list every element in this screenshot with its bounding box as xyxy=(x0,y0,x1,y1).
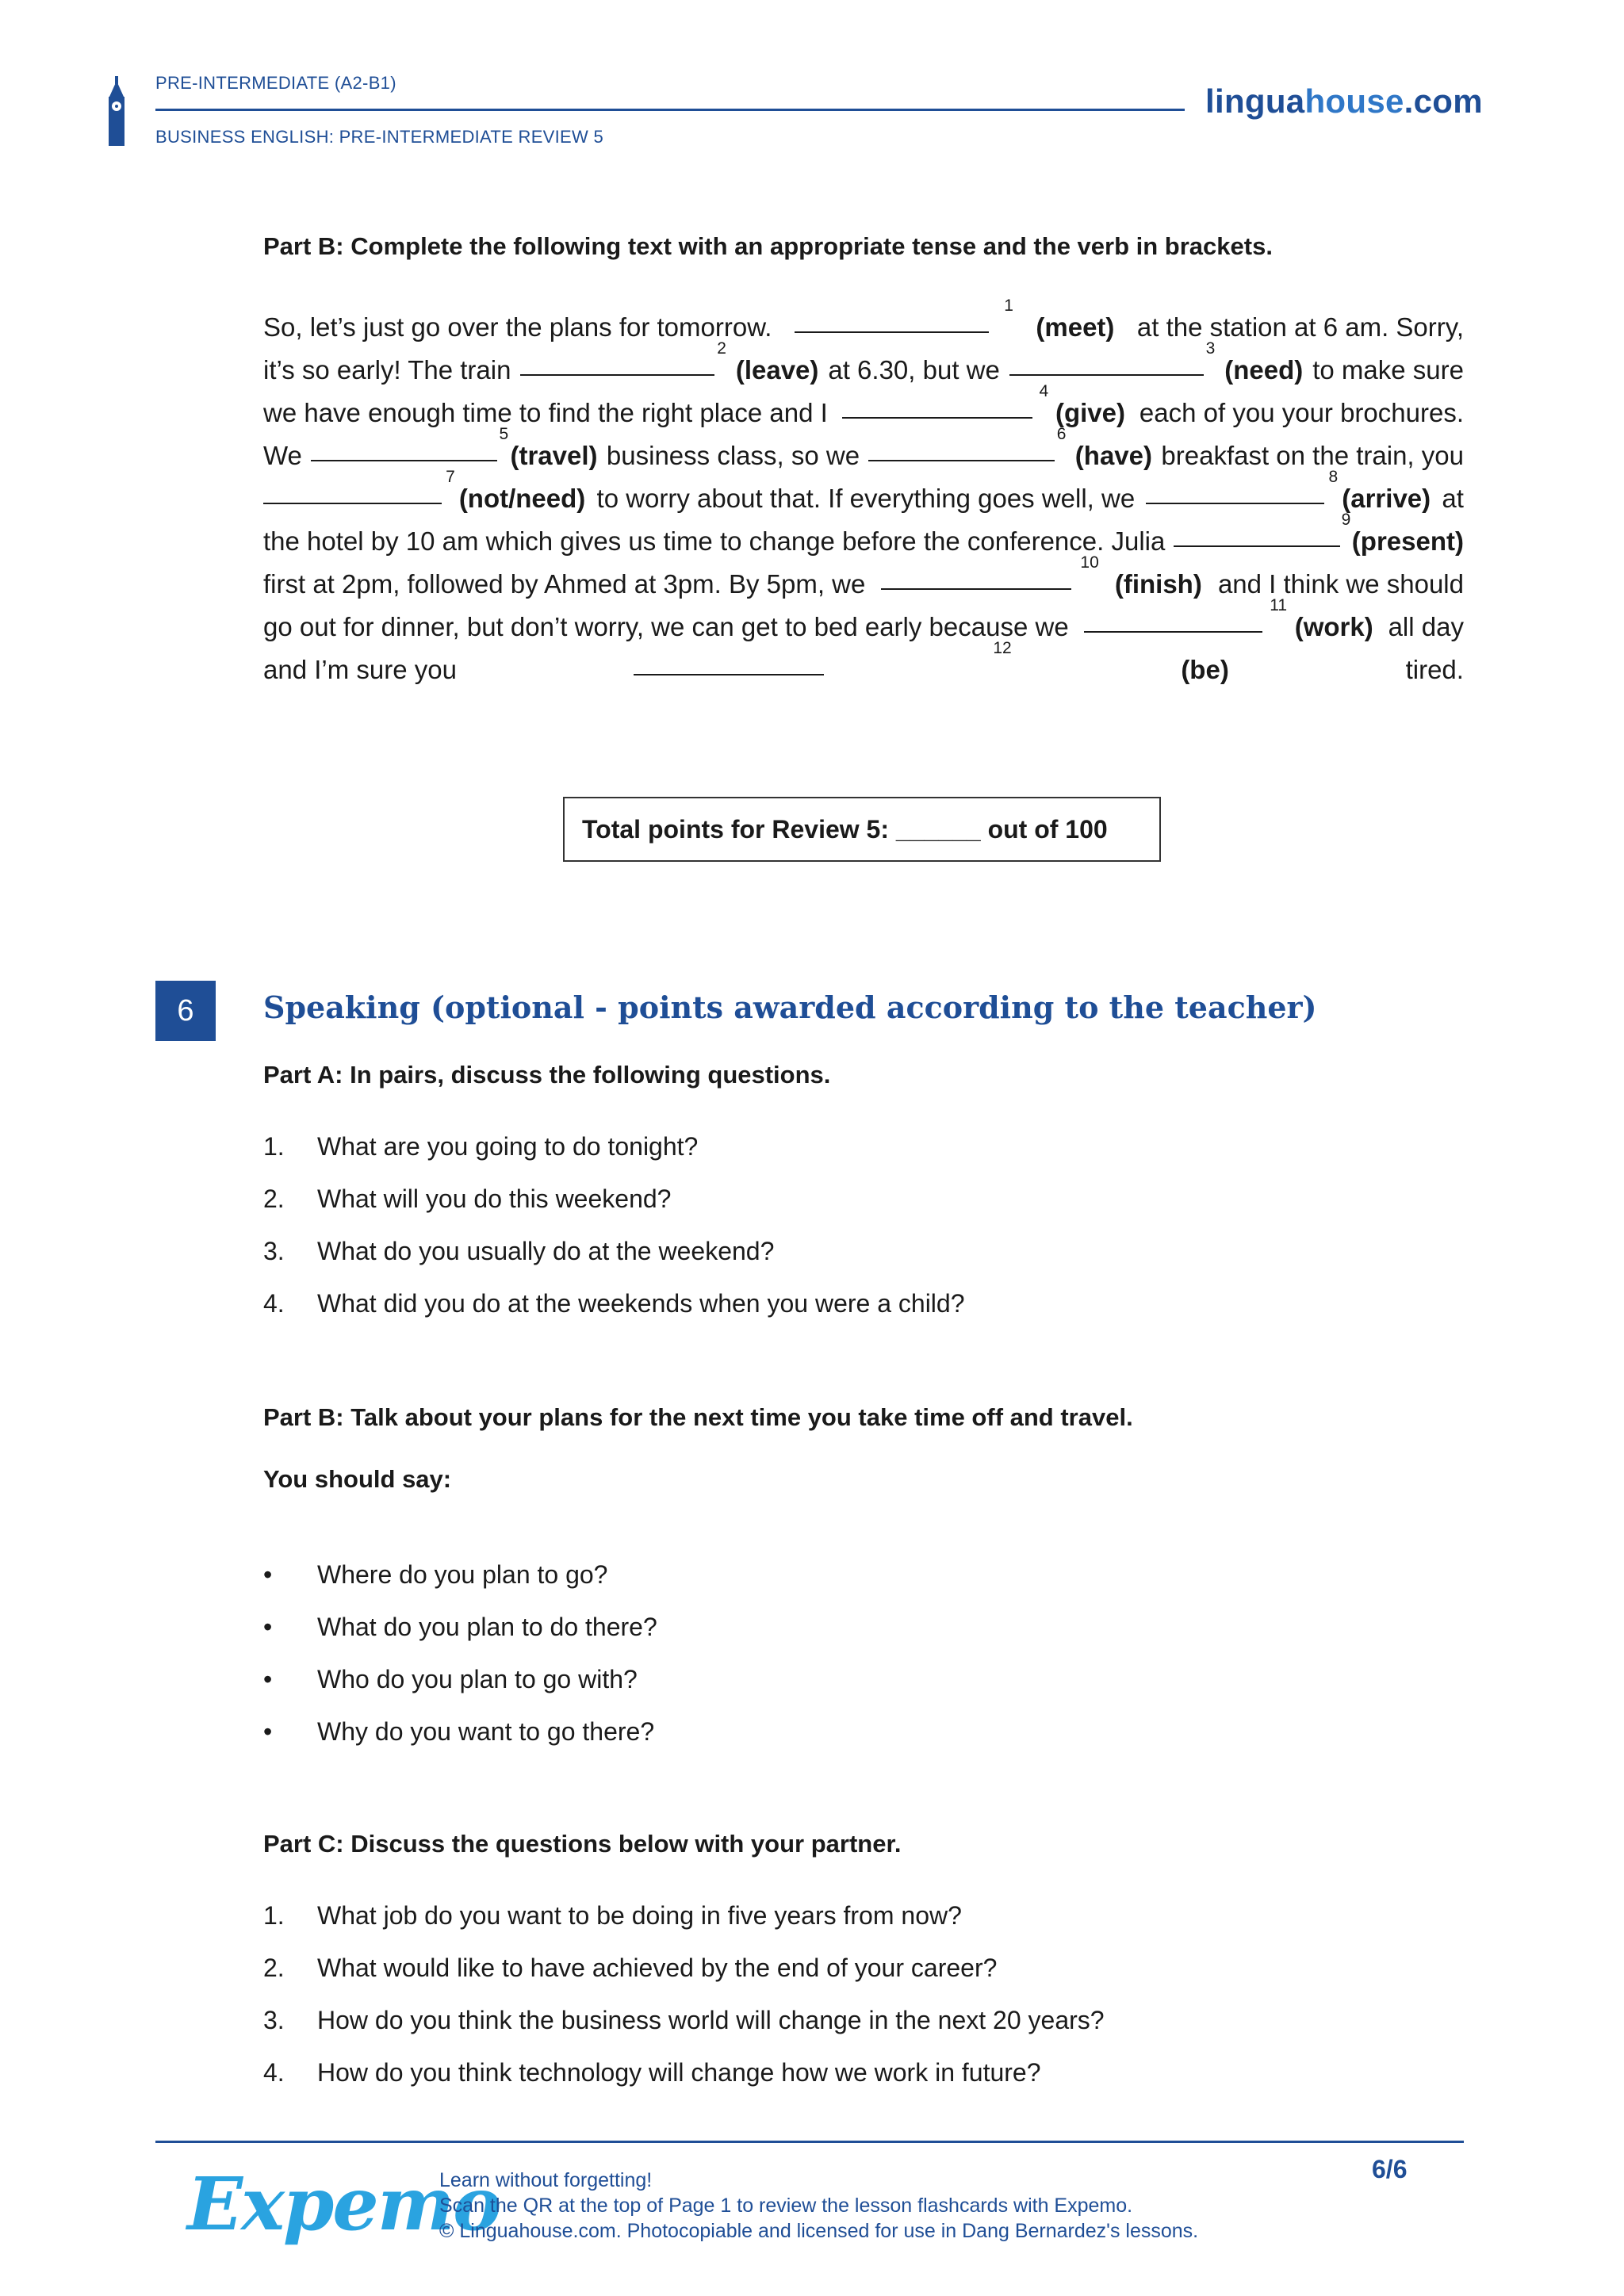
list-marker: 3. xyxy=(263,1237,285,1265)
text-segment: So, let’s just go over the plans for tomorrow. xyxy=(263,312,779,342)
section-number-badge: 6 xyxy=(155,981,216,1041)
list-marker: 2. xyxy=(263,1954,285,1982)
list-marker: 3. xyxy=(263,2006,285,2034)
total-points-box: Total points for Review 5: ______ out of 100 xyxy=(563,797,1161,862)
footer-copyright: © Linguahouse.com. Photocopiable and licensed for use in Dang Bernardez's lessons. xyxy=(439,2220,1199,2242)
gap-number: 11 xyxy=(1270,596,1288,614)
list-item-text: Where do you plan to go? xyxy=(317,1560,608,1589)
list-item-text: How do you think the business world will change in the next 20 years? xyxy=(317,2006,1105,2034)
verb-hint: (arrive) xyxy=(1342,484,1431,513)
list-marker: • xyxy=(263,1665,273,1693)
gap-number: 7 xyxy=(446,468,455,486)
answer-blank[interactable] xyxy=(1146,477,1324,504)
gap-number: 1 xyxy=(1004,297,1013,315)
text-segment: all day xyxy=(1381,612,1464,641)
text-segment: at 6.30, but we xyxy=(821,355,1008,385)
part-b-grammar-heading: Part B: Complete the following text with an appropriate tense and the verb in brackets. xyxy=(263,232,1273,260)
answer-blank[interactable] xyxy=(520,349,714,376)
verb-hint: (not/need) xyxy=(458,484,586,513)
gap-number: 4 xyxy=(1039,382,1049,400)
answer-blank[interactable] xyxy=(634,649,824,675)
verb-hint: (travel) xyxy=(510,441,598,470)
part-a-heading: Part A: In pairs, discuss the following questions. xyxy=(263,1061,831,1089)
list-item-text: What do you usually do at the weekend? xyxy=(317,1237,775,1265)
paragraph-line xyxy=(263,468,1464,520)
text-segment: first at 2pm, followed by Ahmed at 3pm. By 5pm, we xyxy=(263,569,873,599)
list-marker: • xyxy=(263,1717,273,1746)
verb-hint: (be) xyxy=(1181,655,1229,684)
expemo-logo[interactable]: Expemo xyxy=(187,2161,500,2247)
answer-blank[interactable] xyxy=(263,477,442,504)
text-segment: the hotel by 10 am which gives us time to change before the conference. Julia xyxy=(263,526,1173,556)
answer-blank[interactable] xyxy=(1174,520,1340,547)
paragraph-line xyxy=(263,511,1464,563)
text-segment: tired. xyxy=(1398,655,1464,684)
logo-part-3: .com xyxy=(1404,82,1483,120)
list-item-text: How do you think technology will change how we work in future? xyxy=(317,2058,1041,2087)
list-marker: • xyxy=(263,1560,273,1589)
verb-hint: (work) xyxy=(1294,612,1373,641)
text-segment: at xyxy=(1434,484,1464,513)
text-segment: to make sure xyxy=(1305,355,1464,385)
paragraph-line xyxy=(263,339,1464,392)
page-number: 6/6 xyxy=(1372,2155,1408,2183)
text-segment: to worry about that. If everything goes well, we xyxy=(589,484,1143,513)
gap-number: 8 xyxy=(1328,468,1339,486)
text-segment: go out for dinner, but don’t worry, we can get to bed early because we xyxy=(263,612,1076,641)
text-segment: we have enough time to find the right place and I xyxy=(263,398,835,427)
answer-blank[interactable] xyxy=(881,563,1071,590)
paragraph-line xyxy=(263,639,1464,691)
answer-blank[interactable] xyxy=(311,434,497,461)
paragraph-line xyxy=(263,596,1464,649)
text-segment: business class, so we xyxy=(599,441,868,470)
list-item-text: What do you plan to do there? xyxy=(317,1613,657,1641)
paragraph-line xyxy=(263,382,1464,434)
verb-hint: (finish) xyxy=(1107,569,1202,599)
list-item-text: What job do you want to be doing in five years from now? xyxy=(317,1901,962,1930)
part-b-heading: Part B: Talk about your plans for the next time you take time off and travel. xyxy=(263,1403,1133,1431)
list-marker: 4. xyxy=(263,1289,285,1318)
text-segment: and I’m sure you xyxy=(263,655,465,684)
list-item-text: What would like to have achieved by the end of your career? xyxy=(317,1954,998,1982)
verb-hint: (give) xyxy=(1055,398,1125,427)
list-item-text: What will you do this weekend? xyxy=(317,1184,672,1213)
list-marker: 4. xyxy=(263,2058,285,2087)
list-marker: 2. xyxy=(263,1184,285,1213)
text-segment: at the station at 6 am. Sorry, xyxy=(1129,312,1464,342)
answer-blank[interactable] xyxy=(868,434,1055,461)
footer-qr-note: Scan the QR at the top of Page 1 to review the lesson flashcards with Expemo. xyxy=(439,2195,1133,2217)
verb-hint: (have) xyxy=(1067,441,1152,470)
course-level: PRE-INTERMEDIATE (A2-B1) xyxy=(155,73,396,93)
gap-number: 10 xyxy=(1080,553,1099,572)
text-segment: and I think we should xyxy=(1210,569,1464,599)
text-segment: it’s so early! The train xyxy=(263,355,519,385)
section-title: Speaking (optional - points awarded according to the teacher) xyxy=(263,989,1317,1025)
verb-hint: (present) xyxy=(1351,526,1464,556)
course-title: BUSINESS ENGLISH: PRE-INTERMEDIATE REVIEW 5 xyxy=(155,127,604,147)
gap-number: 6 xyxy=(1056,425,1067,443)
gap-number: 3 xyxy=(1205,339,1216,358)
gap-number: 12 xyxy=(993,639,1012,657)
text-segment: each of you your brochures. xyxy=(1132,398,1464,427)
footer-divider xyxy=(155,2141,1464,2143)
answer-blank[interactable] xyxy=(1009,349,1204,376)
gap-number: 2 xyxy=(717,339,726,358)
list-item-text: What did you do at the weekends when you were a child? xyxy=(317,1289,965,1318)
you-should-say-label: You should say: xyxy=(263,1465,452,1493)
list-marker: 1. xyxy=(263,1132,285,1161)
part-c-heading: Part C: Discuss the questions below with your partner. xyxy=(263,1830,902,1858)
logo-part-2: house xyxy=(1304,82,1404,120)
answer-blank[interactable] xyxy=(1084,606,1262,633)
text-segment: breakfast on the train, you xyxy=(1154,441,1464,470)
list-marker: • xyxy=(263,1613,273,1641)
logo-part-1: lingua xyxy=(1205,82,1305,120)
gap-number: 5 xyxy=(499,425,509,443)
list-item-text: Who do you plan to go with? xyxy=(317,1665,638,1693)
list-marker: 1. xyxy=(263,1901,285,1930)
text-segment: We xyxy=(263,441,310,470)
gap-fill-paragraph xyxy=(263,297,1464,691)
answer-blank[interactable] xyxy=(795,306,989,333)
list-item-text: Why do you want to go there? xyxy=(317,1717,655,1746)
verb-hint: (leave) xyxy=(728,355,819,385)
list-item-text: What are you going to do tonight? xyxy=(317,1132,699,1161)
paragraph-line xyxy=(263,425,1464,477)
verb-hint: (need) xyxy=(1217,355,1304,385)
answer-blank[interactable] xyxy=(842,392,1032,419)
big-ben-icon xyxy=(106,76,127,146)
header-divider xyxy=(155,109,1185,111)
footer-tagline: Learn without forgetting! xyxy=(439,2169,653,2191)
paragraph-line xyxy=(263,297,1464,349)
verb-hint: (meet) xyxy=(1028,312,1115,342)
linguahouse-logo[interactable] xyxy=(1205,82,1483,121)
gap-number: 9 xyxy=(1341,511,1351,529)
